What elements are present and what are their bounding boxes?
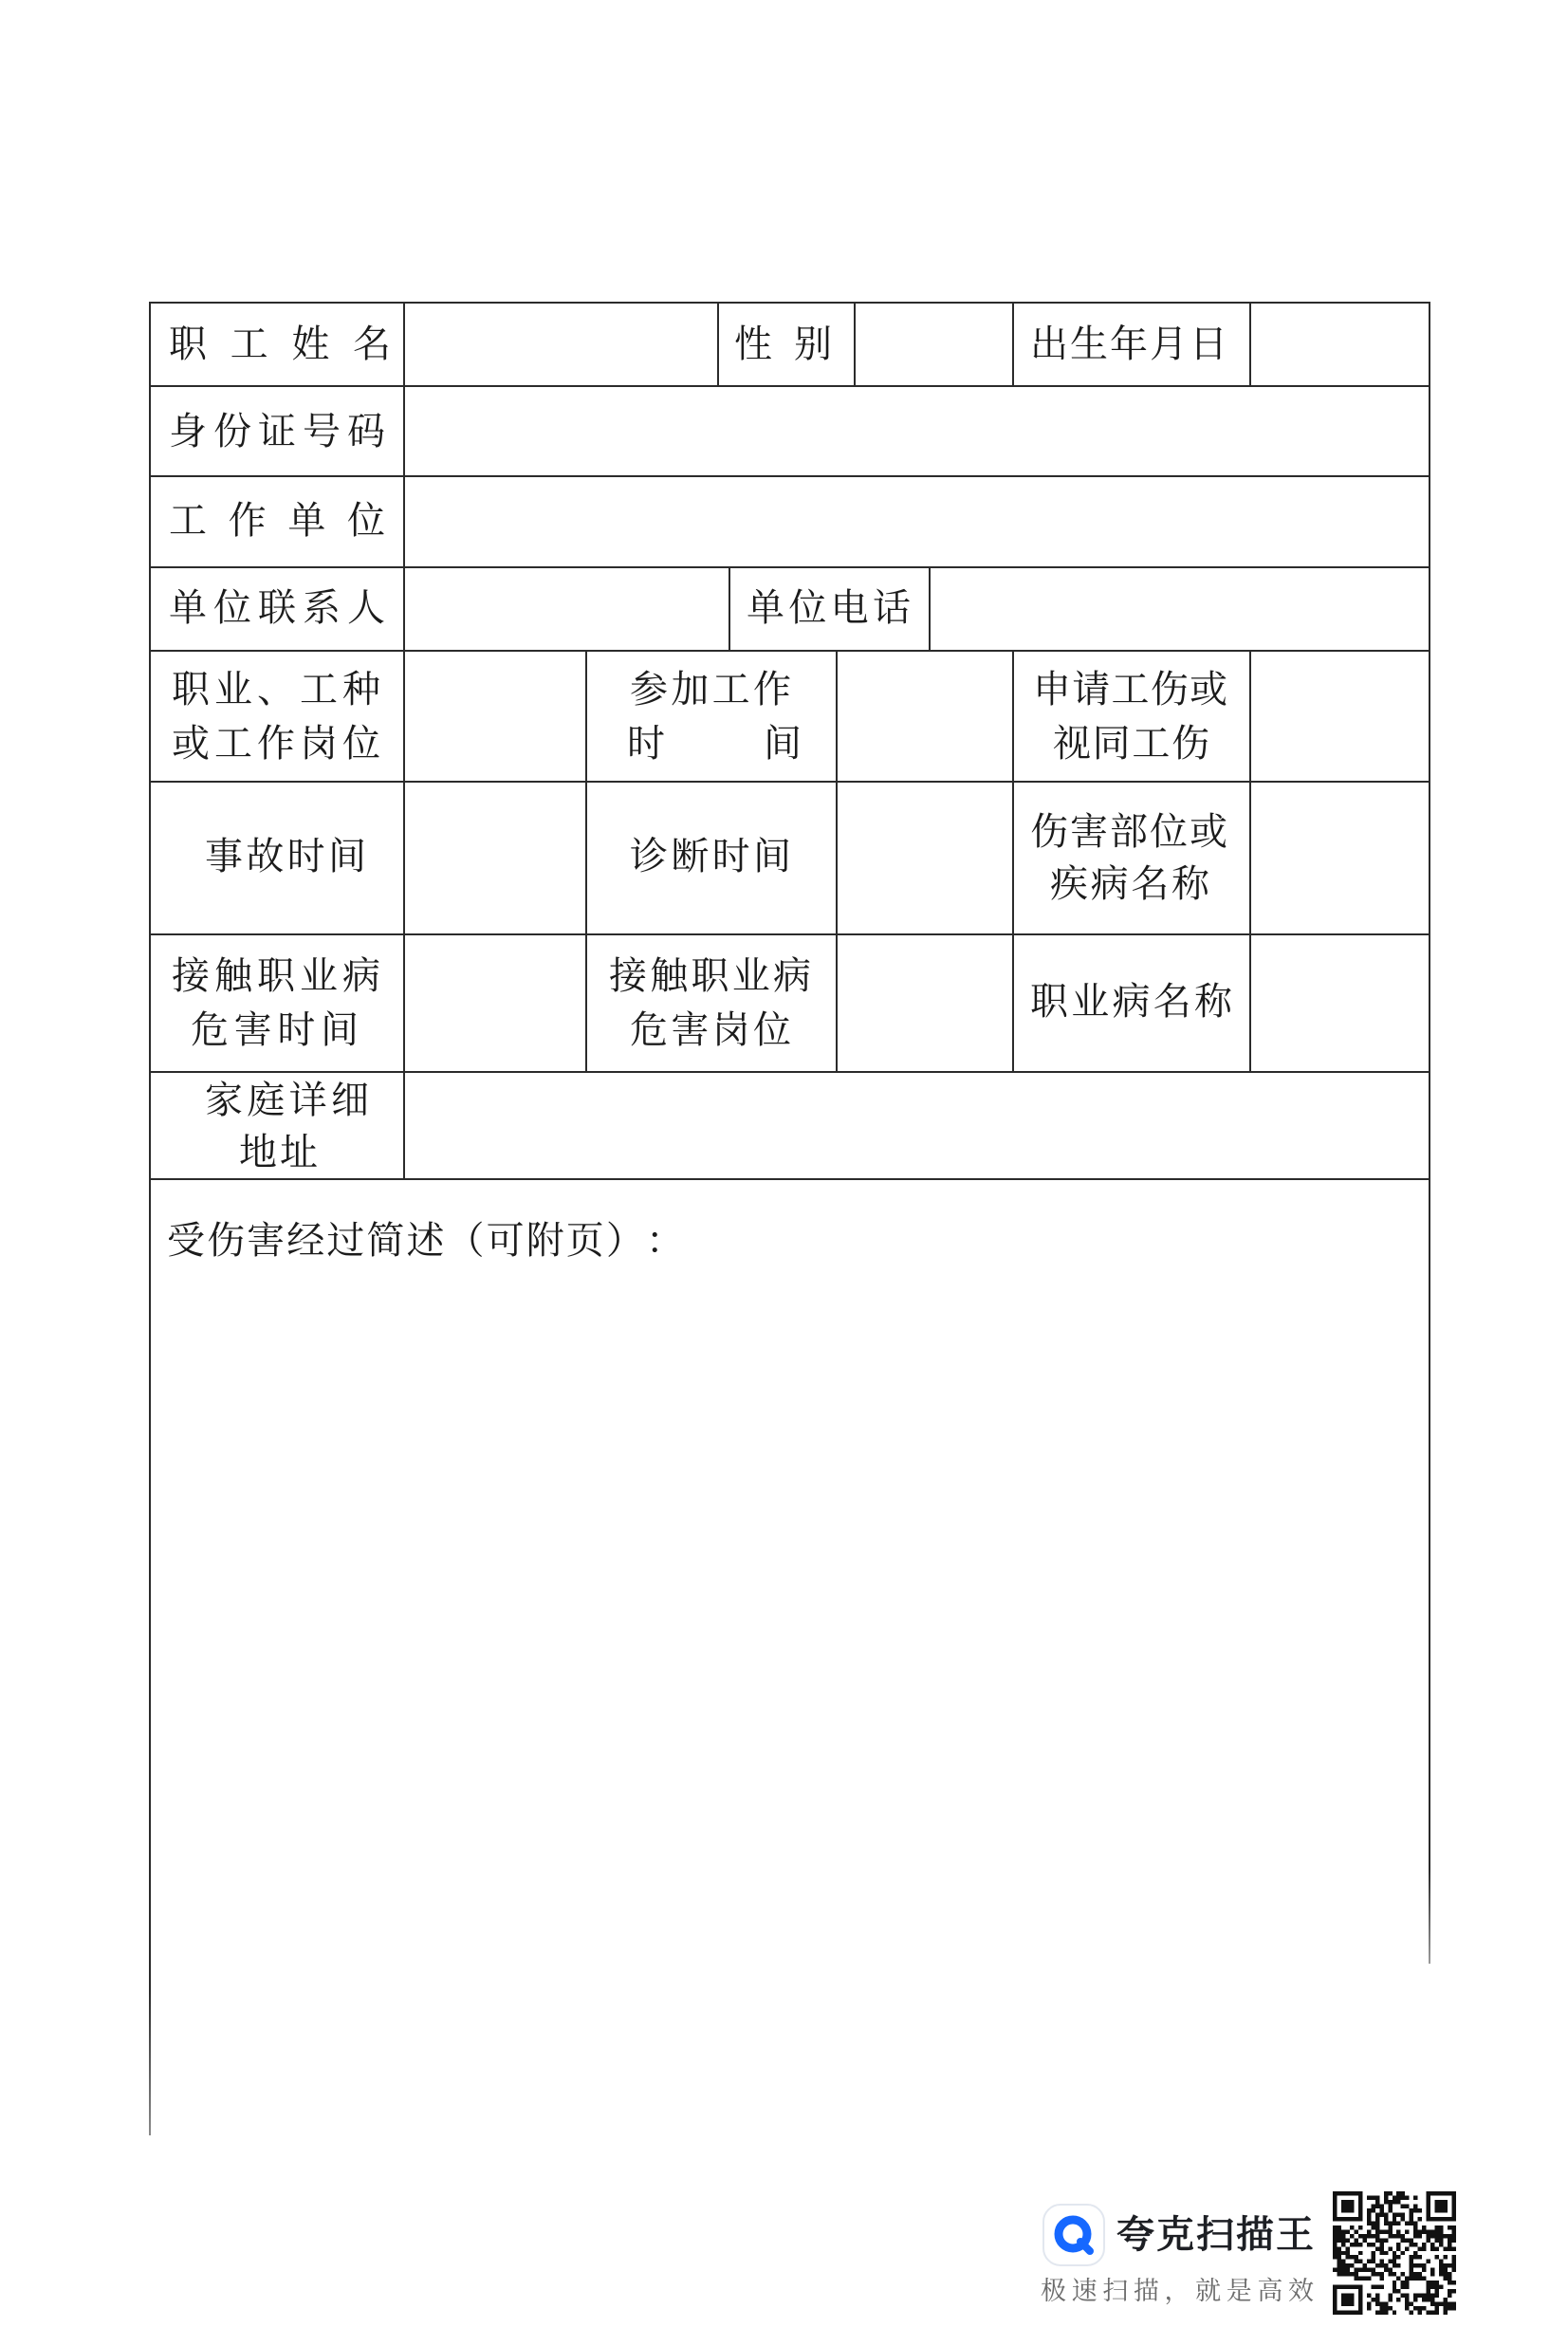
label-glyph: 时 (627, 722, 665, 766)
label-glyph: 号 (303, 410, 341, 453)
birth-date-label (1030, 320, 1227, 369)
description-label (167, 1216, 684, 1265)
injury-part-label-cell (1012, 781, 1249, 933)
label-glyph: 位 (788, 586, 827, 630)
label-glyph: 年 (1110, 323, 1148, 366)
label-glyph: 岗 (300, 722, 338, 766)
exposure-post-label-line1 (609, 951, 811, 1001)
label-glyph: 疾 (1050, 862, 1088, 906)
label-glyph: 附 (526, 1219, 564, 1263)
label-glyph: 描 (1133, 2277, 1159, 2306)
label-glyph: 病 (773, 954, 811, 998)
injury-type-label-line2 (1053, 719, 1209, 768)
label-glyph: ， (1164, 2277, 1190, 2306)
label-glyph: 危 (630, 1008, 668, 1052)
description-top-line (149, 1178, 1430, 1180)
home-address-label-line1 (205, 1076, 369, 1125)
label-glyph: 电 (830, 586, 869, 630)
label-glyph: 职 (169, 323, 207, 366)
exposure-time-label-line2 (191, 1006, 359, 1055)
label-glyph: 时 (711, 835, 750, 878)
label-glyph: 职 (691, 954, 729, 998)
label-glyph: 岗 (711, 1008, 750, 1052)
label-glyph: 速 (1071, 2277, 1098, 2306)
label-glyph: 生 (1070, 323, 1108, 366)
label-glyph: 接 (609, 954, 647, 998)
occupation-label-line1 (172, 665, 380, 714)
label-glyph: 业 (300, 954, 338, 998)
label-glyph: 伤 (207, 1219, 246, 1263)
work-start-value-field (836, 650, 1012, 781)
label-glyph: 可 (486, 1219, 525, 1263)
label-glyph: 位 (752, 1008, 791, 1052)
employer-label (169, 496, 385, 545)
label-glyph: 业 (214, 668, 252, 711)
label-glyph: 工 (230, 323, 268, 366)
label-glyph: 高 (1257, 2277, 1283, 2306)
label-glyph: 诊 (630, 835, 668, 878)
diagnosis-time-value-field (836, 781, 1012, 933)
label-glyph: 间 (327, 835, 366, 878)
label-glyph: 、 (257, 668, 295, 711)
label-glyph: 职 (257, 954, 295, 998)
label-glyph: 家 (205, 1079, 243, 1122)
watermark-brand (1116, 2210, 1314, 2260)
label-glyph: 病 (1112, 980, 1151, 1024)
label-glyph: ） (605, 1219, 644, 1263)
label-glyph: 触 (214, 954, 252, 998)
label-glyph: 参 (630, 668, 668, 711)
label-glyph: 害 (1070, 810, 1108, 854)
label-glyph: 害 (671, 1008, 710, 1052)
label-glyph: 时 (277, 1008, 316, 1052)
label-glyph: 别 (794, 323, 832, 366)
label-glyph: 伤 (1030, 810, 1068, 854)
label-glyph: 危 (191, 1008, 229, 1052)
label-glyph: 工 (711, 668, 750, 711)
label-glyph: 伤 (1171, 722, 1209, 766)
label-glyph: 描 (1236, 2213, 1274, 2257)
label-glyph: 加 (671, 668, 710, 711)
label-glyph: 请 (1072, 668, 1111, 711)
label-glyph: 作 (752, 668, 791, 711)
label-glyph: 庭 (247, 1079, 286, 1122)
label-glyph: 断 (671, 835, 710, 878)
home-address-label-line2 (239, 1128, 318, 1177)
label-glyph: 就 (1195, 2277, 1222, 2306)
label-glyph: 位 (346, 499, 385, 543)
label-glyph: 伤 (1150, 668, 1189, 711)
label-glyph: 极 (1041, 2277, 1066, 2306)
label-glyph: 工 (1132, 722, 1171, 766)
label-glyph: 位 (342, 722, 380, 766)
label-glyph: 受 (167, 1219, 205, 1263)
label-glyph: 系 (303, 586, 341, 630)
label-glyph: 病 (1090, 862, 1129, 906)
watermark-slogan (1041, 2273, 1314, 2311)
label-glyph: 事 (205, 835, 243, 878)
label-glyph: 姓 (291, 323, 330, 366)
label-glyph: 或 (172, 722, 210, 766)
exposure-time-value-field (403, 933, 585, 1071)
label-glyph: 克 (1156, 2213, 1194, 2257)
label-glyph: 称 (1171, 862, 1209, 906)
work-start-label-line2 (627, 719, 802, 768)
label-glyph: 或 (1190, 668, 1227, 711)
gender-label (734, 320, 832, 369)
label-glyph: 话 (872, 586, 911, 630)
label-glyph: 扫 (1196, 2213, 1234, 2257)
label-glyph: 日 (1190, 323, 1227, 366)
label-glyph: 接 (172, 954, 210, 998)
injury-part-label-line1 (1030, 807, 1227, 857)
qr-code-icon (1333, 2191, 1456, 2315)
label-glyph: 工 (214, 722, 252, 766)
label-glyph: 同 (1092, 722, 1131, 766)
label-glyph: 地 (239, 1131, 277, 1174)
label-glyph: 故 (246, 835, 285, 878)
label-glyph: 单 (747, 586, 784, 630)
label-glyph: 页 (565, 1219, 604, 1263)
label-glyph: 王 (1276, 2213, 1314, 2257)
label-glyph: 业 (731, 954, 770, 998)
disease-name-label (1030, 977, 1232, 1026)
accident-time-label (205, 832, 366, 881)
label-glyph: 位 (1150, 810, 1188, 854)
label-glyph: ： (645, 1219, 684, 1263)
label-glyph: 月 (1150, 323, 1188, 366)
exposure-post-label-line2 (630, 1006, 791, 1055)
label-glyph: 单 (169, 586, 207, 630)
label-glyph: 病 (342, 954, 380, 998)
label-glyph: 址 (280, 1131, 318, 1174)
injury-type-label-line1 (1033, 665, 1227, 714)
label-glyph: 扫 (1102, 2277, 1129, 2306)
quark-logo-icon (1042, 2203, 1106, 2267)
label-glyph: 详 (288, 1079, 327, 1122)
label-glyph: 种 (342, 668, 380, 711)
label-glyph: 视 (1053, 722, 1091, 766)
label-glyph: 经 (286, 1219, 325, 1263)
employee-name-value-field (403, 302, 717, 385)
label-glyph: 述 (406, 1219, 445, 1263)
employer-contact-label (169, 583, 385, 633)
label-glyph: 职 (1030, 980, 1068, 1024)
label-glyph: 单 (287, 499, 326, 543)
gender-value-field (854, 302, 1012, 385)
label-glyph: 工 (1111, 668, 1150, 711)
label-glyph: 或 (1190, 810, 1227, 854)
label-glyph: 部 (1110, 810, 1148, 854)
occupation-label-line2 (172, 719, 380, 768)
id-number-value-field (403, 385, 1430, 475)
label-glyph: 害 (247, 1219, 286, 1263)
label-glyph: 工 (300, 668, 338, 711)
exposure-post-value-field (836, 933, 1012, 1071)
employer-phone-label (747, 583, 911, 633)
label-glyph: 夸 (1116, 2213, 1154, 2257)
diagnosis-time-label (630, 832, 791, 881)
label-glyph: 是 (1226, 2277, 1252, 2306)
label-glyph: 业 (1071, 980, 1110, 1024)
occupation-value-field (403, 650, 585, 781)
label-glyph: 作 (228, 499, 267, 543)
employer-value-field (403, 475, 1430, 566)
label-glyph: 简 (366, 1219, 405, 1263)
label-glyph: 名 (352, 323, 391, 366)
id-number-label (169, 407, 385, 456)
label-glyph: 份 (213, 410, 251, 453)
description-left-line (149, 1178, 151, 2135)
description-right-line (1429, 1178, 1430, 1964)
label-glyph: 间 (764, 722, 802, 766)
label-glyph: 出 (1030, 323, 1068, 366)
home-address-value-field (403, 1071, 1430, 1178)
label-glyph: 时 (286, 835, 325, 878)
label-glyph: 申 (1033, 668, 1071, 711)
label-glyph: 细 (330, 1079, 369, 1122)
employer-contact-value-field (403, 566, 729, 650)
label-glyph: 名 (1153, 980, 1191, 1024)
birth-date-value-field (1249, 302, 1430, 385)
label-glyph: 效 (1288, 2277, 1314, 2306)
label-glyph: 职 (172, 668, 210, 711)
label-glyph: （ (446, 1219, 485, 1263)
label-glyph: 性 (734, 323, 772, 366)
employee-name-label (169, 320, 391, 369)
work-start-label-line1 (630, 665, 791, 714)
injury-part-value-field (1249, 781, 1430, 933)
exposure-time-label-line1 (172, 951, 380, 1001)
label-glyph: 作 (257, 722, 295, 766)
label-glyph: 身 (169, 410, 207, 453)
label-glyph: 证 (258, 410, 296, 453)
label-glyph: 联 (258, 586, 296, 630)
label-glyph: 码 (347, 410, 385, 453)
label-glyph: 称 (1194, 980, 1232, 1024)
label-glyph: 间 (752, 835, 791, 878)
label-glyph: 触 (650, 954, 689, 998)
label-glyph: 过 (326, 1219, 365, 1263)
label-glyph: 名 (1131, 862, 1170, 906)
injury-part-label-line2 (1050, 859, 1209, 909)
injury-type-value-field (1249, 650, 1430, 781)
label-glyph: 位 (213, 586, 251, 630)
label-glyph: 害 (233, 1008, 272, 1052)
accident-time-value-field (403, 781, 585, 933)
employer-phone-value-field (929, 566, 1430, 650)
disease-name-value-field (1249, 933, 1430, 1071)
label-glyph: 人 (347, 586, 385, 630)
label-glyph: 工 (169, 499, 207, 543)
label-glyph: 间 (320, 1008, 359, 1052)
